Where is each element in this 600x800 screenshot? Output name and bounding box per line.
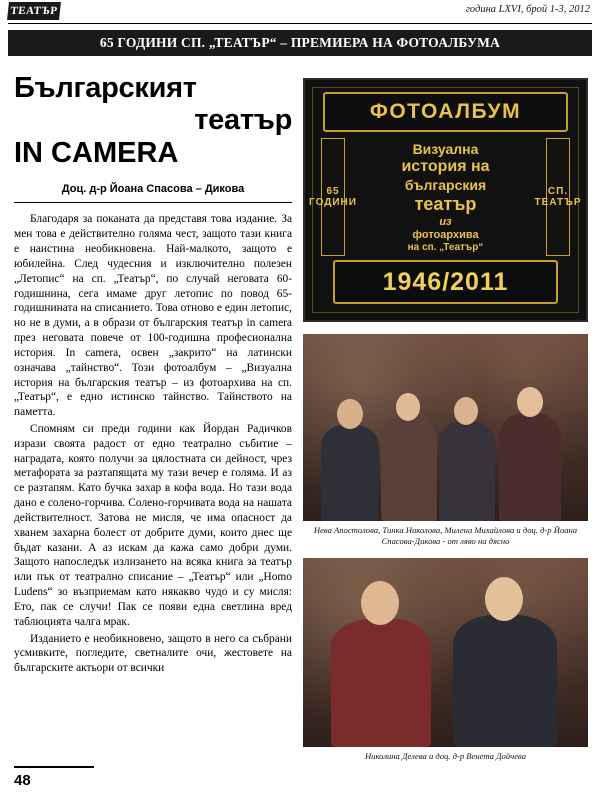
photo-figure-head	[517, 387, 543, 417]
photo-figure	[321, 425, 379, 521]
photo-figure	[499, 413, 561, 521]
photo-caption-2: Николина Делева и доц. д-р Венета Дойчева	[364, 751, 527, 762]
page-title	[14, 72, 292, 169]
article-column	[14, 72, 292, 676]
event-photo-1	[303, 334, 588, 521]
byline: Доц. д-р Йоана Спасова – Дикова	[61, 183, 245, 196]
album-center-line-7: на сп. „Театър“	[407, 242, 484, 253]
photo-block-1	[303, 334, 588, 546]
album-side-right-text	[534, 138, 582, 256]
masthead-divider	[8, 23, 592, 24]
photo-figure	[331, 619, 431, 747]
photo-block-2	[303, 558, 588, 762]
article-body	[14, 212, 292, 676]
media-column	[303, 78, 588, 762]
photo-figure	[453, 615, 557, 747]
page-edge-strip	[0, 0, 3, 800]
paragraph: Благодаря за поканата да представя това издание. За мен това е действително голяма чест, защото тази книга е наистина необикновена. Най-малкото, защото е юбилейна. След чудесния и изключително полезен „Летопис“ на сп. „Театър“, по случай неговата 60-годишнина, сега имаме друг летопис по повод 65-годишнината на списанието. Това отново е един летопис, но не в думи, а в образи от българския театър in camera през неговата повече от 100-годишна професионална история. In camera, освен „закрито“ на латински означава „тайнство“. Този фотоалбум – „Визуална история на българския театър – из фотоархива на сп. „Театър“, е едно истинско тайнство. Тайнството на паметта.	[14, 213, 292, 419]
photo-figure	[439, 421, 495, 521]
album-center-line-4: театър	[414, 194, 477, 214]
magazine-logo: ТЕАТЪР	[7, 2, 61, 20]
album-years: 1946/2011	[333, 260, 558, 304]
paragraph: Изданието е необикновено, защото в него са събрани усмивките, погледите, светналите очи, жестовете на българските актьори от всички	[14, 632, 292, 675]
section-banner: 65 ГОДИНИ СП. „ТЕАТЪР“ – ПРЕМИЕРА НА ФОТОАЛБУМА	[8, 30, 592, 56]
album-center-line-1: Визуална	[412, 141, 479, 157]
footer-divider	[14, 766, 94, 768]
headline-line-2: театър	[194, 104, 292, 137]
photo-figure-head	[337, 399, 363, 429]
album-title: ФОТОАЛБУМ	[323, 92, 568, 132]
headline-line-1: Българският	[14, 72, 197, 104]
album-side-left-label: 65 ГОДИНИ	[309, 185, 357, 208]
photo-figure-head	[396, 393, 420, 421]
album-center-line-2: история на	[401, 158, 490, 175]
album-center-line-3: българския	[404, 177, 487, 193]
album-center-line-6: фотоархива	[412, 229, 479, 241]
photo-caption-1: Нева Апостолова, Тинка Николова, Милена Михайлова и доц. д-р Йоана Спасова-Дикова - от ляво на дясно	[313, 525, 578, 546]
photo-figure-head	[454, 397, 478, 425]
album-center-text	[353, 138, 538, 256]
masthead	[0, 0, 600, 26]
paragraph: Спомням си преди години как Йордан Радичков изрази своята радост от едно театрално събитие – наградата, която получи за цялостната си дейност, чрез метафората за разтапящата му тази вечер е голяма. И аз се разтапям. Като бучка захар в кофа вода. Но тази вода дано е солено-горчива. Солено-горчивата вода на нашата действителност. Затова не мисля, че има опасност да хванем захарна болест от добрите думи, които днес ще бъдат казани. А аз искам да кажа само добри думи. Защото напоследък излизането на всяка книга за театър или пък от театрално списание – „Театър“ или „Homo Ludens“ зо възприемам като някакво чудо и су мисля: Ето, пак се случи! Пак се появи една светлина вред таблюцията чалга мрак.	[14, 423, 292, 628]
photo-figure	[381, 417, 437, 521]
byline-divider	[14, 202, 292, 203]
photo-album-cover	[303, 78, 588, 322]
page-number: 48	[14, 772, 31, 789]
album-center-line-5: из	[439, 216, 452, 228]
headline-line-3: IN CAMERA	[14, 136, 179, 169]
event-photo-2	[303, 558, 588, 747]
album-side-left-text	[309, 138, 357, 256]
album-side-right-label: СП. ТЕАТЪР	[534, 185, 582, 208]
issue-info: година LXVI, брой 1-3, 2012	[465, 4, 590, 15]
